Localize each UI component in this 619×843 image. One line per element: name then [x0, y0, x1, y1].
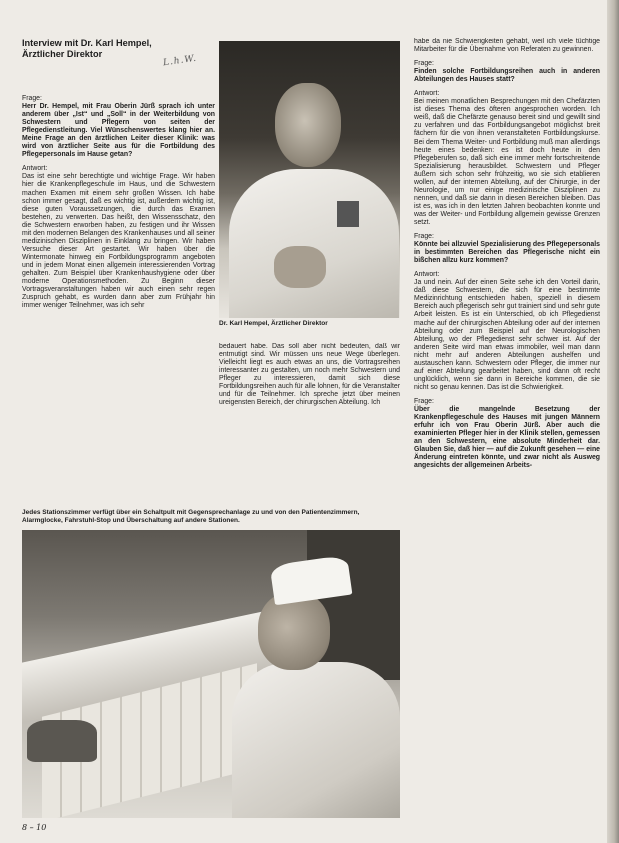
question-3: Könnte bei allzuviel Spezialisierung des Pflegepersonals in bestimmten Bereichen das Pflegerische nicht ein bißchen allzu kurz kommen?	[414, 241, 600, 265]
nurse-uniform	[232, 662, 400, 818]
column-3	[414, 38, 600, 823]
answer-3: Ja und nein. Auf der einen Seite sehe ich den Vorteil darin, daß diese Schwestern, die sich für eine bestimmte Medizinrichtung entschieden haben, speziell in diesem Bereich auch pflegerisch sehr gut trainiert sind und sehr gute Arbeit leisten. Es ist ein Unterschied, ob ich Pflegedienst mache auf der chirurgischen Abteilung oder auf der internen Abteilung oder zum Beispiel auf der Neurologischen Abteilung, wo der Pflegedienst sehr schwer ist. Auf der anderen Seite wird man etwas immobiler, weil man dann nicht mehr auf anderen Abteilungen aushelfen und austauschen kann. Schwestern oder Pfleger, die immer nur auf einer Abteilung gearbeitet haben, sind dann oft recht unglücklich, wenn sie dann in Bereiche kommen, die sie nicht so genau kennen. Das ist die Schwierigkeit.	[414, 279, 600, 391]
portrait-caption: Dr. Karl Hempel, Ärztlicher Direktor	[219, 320, 328, 327]
question-4-label: Frage:	[414, 397, 434, 405]
column-1	[22, 95, 215, 500]
portrait-face	[275, 83, 341, 167]
answer-1-end: habe da nie Schwierigkeiten gehabt, weil ich viele tüchtige Mitarbeiter für die Übernahme von Referaten zu gewinnen.	[414, 38, 600, 54]
title-line-1: Interview mit Dr. Karl Hempel,	[22, 38, 152, 48]
answer-3-label: Antwort:	[414, 271, 440, 279]
adjacent-page-edge	[607, 0, 619, 843]
answer-2-label: Antwort:	[414, 90, 440, 98]
answer-1: Das ist eine sehr berechtigte und wichtige Frage. Wir haben hier die Krankenpflegeschule im Haus, und die Schwestern machen Examen mit einem sehr großen Wissen. Ich habe schon immer gesagt, daß es wichtig ist, außerdem wichtig ist, diese guten Voraussetzungen, die durch das Examen bestehen, zu verwerten. Das heißt, den Wissensschatz, den die Schwestern erworben haben, zu festigen und ihr Wissen mit den modernen Belangen des Krankenhauses und all seiner medizinischen Disziplinen in Einklang zu bringen. Wir haben Versuche dieser Art gestartet. Wir haben über die Wintermonate hinweg ein Fortbildungsprogramm angeboten und in jedem Monat einen allgemein interessierenden Vortrag gehalten. Zum Beispiel über Krankenhaushygiene oder über moderne Operationsmethoden. Zu Beginn dieser Vortragsveranstaltungen haben wir auch einen sehr regen Zuspruch gehabt, es wurden dann aber zum Frühjahr hin immer weniger Teilnehmer, was ich sehr	[22, 173, 215, 310]
question-4: Über die mangelnde Besetzung der Krankenpflegeschule des Hauses mit jungen Männern erfuhr ich von Frau Oberin Jürß. Aber auch die examinierten Pfleger hier in der Klinik stellen, gemessen an den Schwestern, eine absolute Minderheit dar. Glauben Sie, daß hier — auf die Zukunft gesehen — eine Änderung eintreten könnte, und zwar nicht als Ausweg angesichts der allgemeinen Arbeits-	[414, 405, 600, 470]
answer-1-continued: bedauert habe. Das soll aber nicht bedeuten, daß wir entmutigt sind. Wir müssen uns neue Wege überlegen. Vielleicht liegt es auch etwas an uns, die Vortragsreihen interessanter zu gestalten, um noch mehr Schwestern und Pfleger zu interessieren, damit sich diese Fortbildungsreihen auch für alle lohnen, für die Veranstalter und für die Teilnehmer. Ich spreche jetzt über meinen ureigensten Bereich, der chirurgischen Abteilung. Ich	[219, 343, 400, 407]
portrait-photo	[219, 41, 400, 318]
portrait-coat	[229, 169, 399, 318]
question-3-label: Frage:	[414, 233, 434, 241]
portrait-pocket-badge	[337, 201, 359, 227]
station-photo-caption: Jedes Stationszimmer verfügt über ein Schaltpult mit Gegensprechanlage zu und von den Patientenzimmern, Alarmglocke, Fahrstuhl-Stop und Überschaltung auf andere Stationen.	[22, 509, 360, 524]
handwritten-initials: L.h.W.	[162, 53, 198, 69]
answer-1-label: Antwort:	[22, 165, 48, 173]
telephone	[27, 720, 97, 762]
page-number: 8 – 10	[22, 823, 47, 832]
answer-2: Bei meinen monatlichen Besprechungen mit den Chefärzten ist dieses Thema des öfteren angesprochen worden. Ich weiß, daß die Chefärzte genauso bereit sind und gewillt sind zu verfahren und das Fortbildungsangebot möglichst breit fächern für die von ihnen veranstalteten Fortbildungskurse. Bei dem Thema Weiter- und Fortbildung muß man allerdings heute eines bedenken: es ist doch heute in den Pflegeberufen so, daß sich eine immer mehr fortschreitende Spezialisierung herausbildet. Schwestern und Pfleger äußern sich schon sehr frühzeitig, wo sie sich etablieren wollen, auf der internen Abteilung, auf der Chirurgie, in der Neurologie, um nur einige medizinische Disziplinen zu nennen, und daß sie dann in diesen Bereichen bleiben. Das ist es, was ich in den letzten Jahren beobachten konnte und was der Weiter- und Fortbildung allgemein gewisse Grenzen setzt.	[414, 98, 600, 226]
portrait-hand	[274, 246, 326, 288]
question-1-label: Frage:	[22, 95, 42, 102]
nurse-station-photo	[22, 530, 400, 818]
question-2: Finden solche Fortbildungsreihen auch in anderen Abteilungen des Hauses statt?	[414, 68, 600, 84]
question-1: Herr Dr. Hempel, mit Frau Oberin Jürß sprach ich unter anderem über „Ist“ und „Soll“ in der Weiterbildung von Schwestern und Pflegern von seiten der Pflegedienstleitung. Viel Wünschenswertes klang hier an. Meine Frage an den ärztlichen Leiter dieser Klinik: was wird von ärztlicher Seite aus für die Fortbildung des Pflegepersonals im Hause getan?	[22, 103, 215, 159]
column-2	[219, 343, 400, 503]
title-line-2: Ärztlicher Direktor	[22, 48, 103, 59]
question-2-label: Frage:	[414, 60, 434, 68]
nurse-head	[258, 592, 330, 670]
